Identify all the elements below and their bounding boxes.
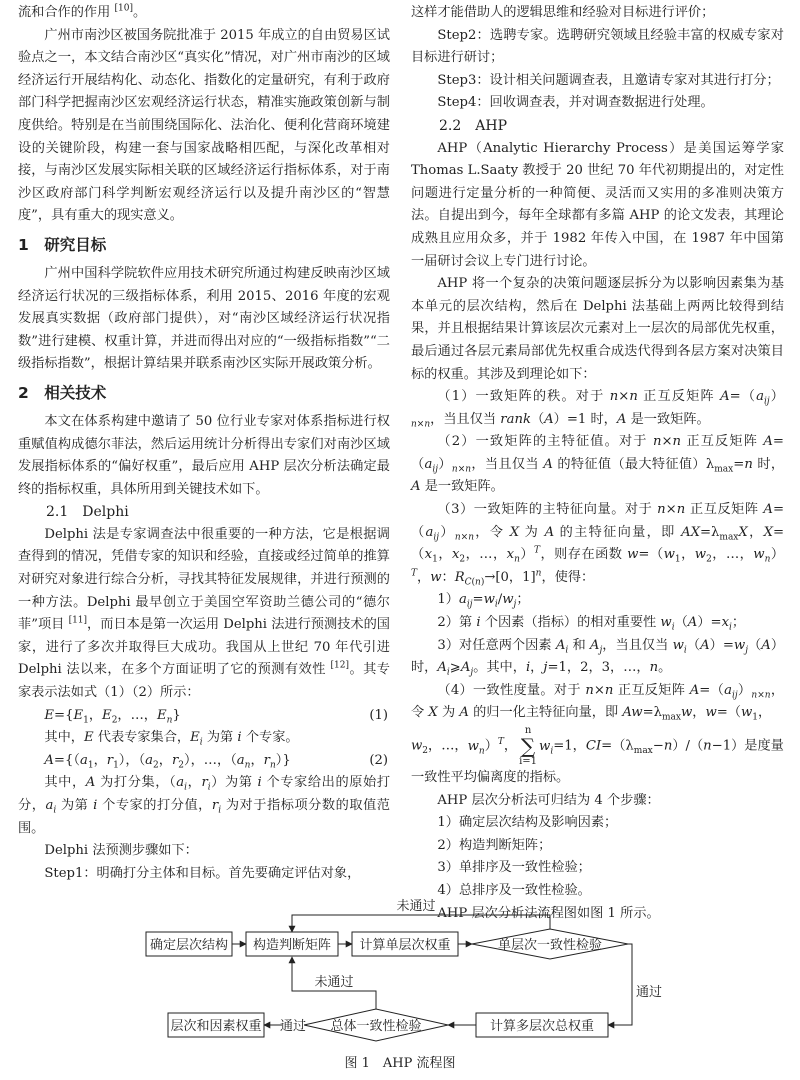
- right-column: [411, 2, 784, 925]
- equation-2: [18, 750, 390, 773]
- theorem-4: （4）一致性度量。对于 n×n 正互反矩阵 $A=(a_{ij})_{n\times n}$，令 X 为 A 的归一化主特征向量，即 $Aw=\lambda_{max}w$，$w=(w_1$，: [411, 682, 785, 724]
- paragraph-related-tech: 本文在体系构建中邀请了 50 位行业专家对体系指标进行权重赋值构成德尔菲法，然后运用统计分析得出专家们对南沙区域发展指标体系的“偏好权重”，最后应用 AHP 层次分析法确定最终的指标权重，具体所用到关键技术如下。: [18, 413, 390, 497]
- paragraph-nansha-intro: 广州市南沙区被国务院批准于 2015 年成立的自由贸易区试验点之一，本文结合南沙区“真实化”情况，对广州市南沙的区域经济运行开展结构化、动态化、指数化的定量研究，有利于政府部门科学把握南沙区宏观经济运行状态，精准实施政策创新与制度供给。特别是在当前围绕国际化、法治化、便利化营商环境建设的关键阶段，构建一套与国家战略相匹配，与深化改革相对接，与南沙区发展实际相关联的区域经济运行指标体系，对于南沙区政府部门科学判断宏观经济运行以及提升南沙区的“智慧度”，具有重大的现实意义。: [18, 27, 390, 224]
- ahp-step-1: 1）确定层次结构及影响因素；: [437, 815, 618, 831]
- equation-2-number: (2): [369, 752, 388, 768]
- arrow-pass-down: [608, 944, 632, 1025]
- equation-1-number: (1): [369, 707, 388, 723]
- theorem-3: （3）一致矩阵的主特征向量。对于 n×n 正互反矩阵 $A=(a_{ij})_{n\times n}$，令 X 为 A 的主特征向量，即 $AX=\lambda_{max}X$，$X=(x_1$，$x_2$，…，$x_n)^T$，则存在函数 $w=(w_1$，$w_2$，…，$w_n)^T$，w：$R_{C(n)}\to[0$，1]$^n$，使得：: [411, 502, 785, 588]
- box-build-matrix-label: 构造判断矩阵: [252, 938, 332, 953]
- paragraph-figure-ref: AHP 层次分析法流程图如图 1 所示。: [437, 905, 660, 921]
- arrow-top-fail: [292, 915, 550, 932]
- paragraph-step1-cont: 这样才能借助人的逻辑思维和经验对目标进行评价；: [411, 5, 715, 20]
- label-top-fail: 未通过: [396, 899, 436, 914]
- box-determine-structure-label: 确定层次结构: [149, 938, 229, 953]
- ahp-step-2: 2）构造判断矩阵；: [437, 837, 552, 853]
- figure-caption: 图 1 AHP 流程图: [344, 1056, 456, 1071]
- paragraph-eq1-explain: 其中，E 代表专家集合，$E_i$ 为第 i 个专家。: [44, 730, 299, 748]
- theorem-4-sum-line: $w_2$，…，$w_n)^T$， n ∑ i=1 $w_i=1$，$CI=(\lambda_{max}-n)/(n-1)$是度量: [411, 725, 784, 767]
- ahp-flowchart: [0, 895, 800, 1045]
- paragraph-delphi-steps: Delphi 法预测步骤如下：: [44, 843, 198, 859]
- label-pass2: 通过: [279, 1019, 307, 1034]
- theorem-2: （2）一致矩阵的主特征值。对于 n×n 正互反矩阵 $A=(a_{ij})_{n\times n}$，当且仅当 A 的特征值（最大特征值）$\lambda_{max}=n$ 时，A 是一致矩阵。: [411, 434, 785, 495]
- ahp-step-4: 4）总排序及一致性检验。: [437, 882, 591, 898]
- subsection-heading-ahp: 2.2 AHP: [439, 117, 508, 134]
- paragraph-step2: Step2：选聘专家。选聘研究领域且经验丰富的权威专家对目标进行研讨；: [411, 27, 784, 66]
- paragraph-ahp-method: AHP 将一个复杂的决策问题逐层拆分为以影响因素集为基本单元的层次结构，然后在 Delphi 法基础上两两比较得到结果，并且根据结果计算该层次元素对上一层次的局部优先权重，最后通过各层元素局部优先权重合成迭代得到各层方案对决策目标的权重。其涉及到理论如下：: [411, 276, 784, 382]
- paragraph-step4: Step4：回收调查表，并对调查数据进行处理。: [437, 95, 714, 111]
- paragraph-step3: Step3：设计相关问题调查表，且邀请专家对其进行打分；: [437, 72, 780, 88]
- diamond-total-check-label: 总体一致性检验: [330, 1019, 422, 1034]
- equation-2-body: $A=\{(a_1$，$r_1$），（$a_2$，$r_2$），…，（$a_n$，$r_n$）}: [44, 752, 291, 771]
- paragraph-delphi: Delphi 法是专家调查法中很重要的一种方法，它是根据调查得到的情况，凭借专家的知识和经验，直接或经过简单的推算对研究对象进行综合分析，寻找其特征发展规律，并进行预测的一种方法。Delphi 最早创立于美国空军资助兰德公司的“德尔菲”项目 [11]，而日本是第一次运用 Delphi 法进行预测技术的国家，进行了多次并取得巨大成功。我国从上世纪 70 年代引进 Delphi 法以来，在多个方面证明了它的预测有效性 [12]。其专家表示法如式（1）（2）所示：: [18, 526, 390, 701]
- equation-1: [18, 705, 390, 728]
- box-total-weight-label: 计算多层次总权重: [489, 1019, 595, 1034]
- subsection-heading-delphi: 2.1 Delphi: [46, 504, 129, 521]
- theorem-3-item-3: 3）对任意两个因素 $A_i$ 和 $A_j$，当且仅当 $w_i(A)=w_j(A)$时，$A_i⩾A_j$。其中，i，j=1，2，3，…，n。: [411, 637, 785, 678]
- theorem-3-item-2: 2）第 i 个因素（指标）的相对重要性 $w_i(A)=x_i$；: [437, 615, 746, 633]
- equation-1-body: $E=\{E_1$，$E_2$，…，$E_n$}: [44, 707, 181, 726]
- section-heading-1: 1 研究目标: [18, 235, 107, 254]
- left-column: [18, 2, 390, 885]
- paragraph-eq2-explain: 其中，A 为打分集，（$a_i$，$r_i$）为第 i 个专家给出的原始打分，$a_i$ 为第 i 个专家的打分值，$r_i$ 为对于指标项分数的取值范围。: [18, 775, 391, 836]
- label-mid-fail: 未通过: [314, 975, 354, 990]
- paragraph-research-goal: 广州中国科学院软件应用技术研究所通过构建反映南沙区域经济运行状况的三级指标体系，利用 2015、2016 年度的宏观发展真实数据（政府部门提供），对“南沙区域经济运行状况指数”进行建模、权重计算，并进而得出对应的“一级指标指数”“二级指标指数”，根据计算结果并联系南沙区实际开展政策分析。: [18, 265, 390, 372]
- ahp-step-3: 3）单排序及一致性检验；: [437, 860, 591, 876]
- label-pass: 通过: [636, 985, 663, 1000]
- paragraph-continuation: 流和合作的作用 [10]。: [18, 3, 147, 20]
- theorem-3-item-1: $1)a_{ij}=w_i/w_j$；: [437, 592, 530, 611]
- paragraph-ahp-steps: AHP 层次分析法可归结为 4 个步骤：: [437, 792, 660, 808]
- diamond-single-check-label: 单层次一致性检验: [497, 938, 603, 953]
- summation-symbol: n ∑ i=1: [519, 725, 538, 767]
- box-single-weight-label: 计算单层次权重: [359, 938, 451, 953]
- theorem-1: （1）一致矩阵的秩。对于 n×n 正互反矩阵 $A=(a_{ij})_{n\times n}$，当且仅当 rank（A）=1 时，A 是一致矩阵。: [411, 389, 784, 430]
- paragraph-step1: Step1：明确打分主体和目标。首先要确定评估对象，: [44, 865, 361, 881]
- paragraph-ahp-intro: AHP（Analytic Hierarchy Process）是美国运筹学家 Thomas L.Saaty 教授于 20 世纪 70 年代初期提出的，对定性问题进行定量分析的一种简便、灵活而又实用的多准则决策方法。自提出到今，每年全球都有多篇 AHP 的论文发表，其理论成熟且应用众多，并于 1982 年传入中国，在 1987 年中国第一届研讨会议上专门进行讨论。: [411, 140, 784, 269]
- theorem-4-end: 一致性平均偏离度的指标。: [411, 770, 570, 785]
- box-final-weights-label: 层次和因素权重: [170, 1019, 262, 1034]
- section-heading-2: 2 相关技术: [18, 383, 107, 402]
